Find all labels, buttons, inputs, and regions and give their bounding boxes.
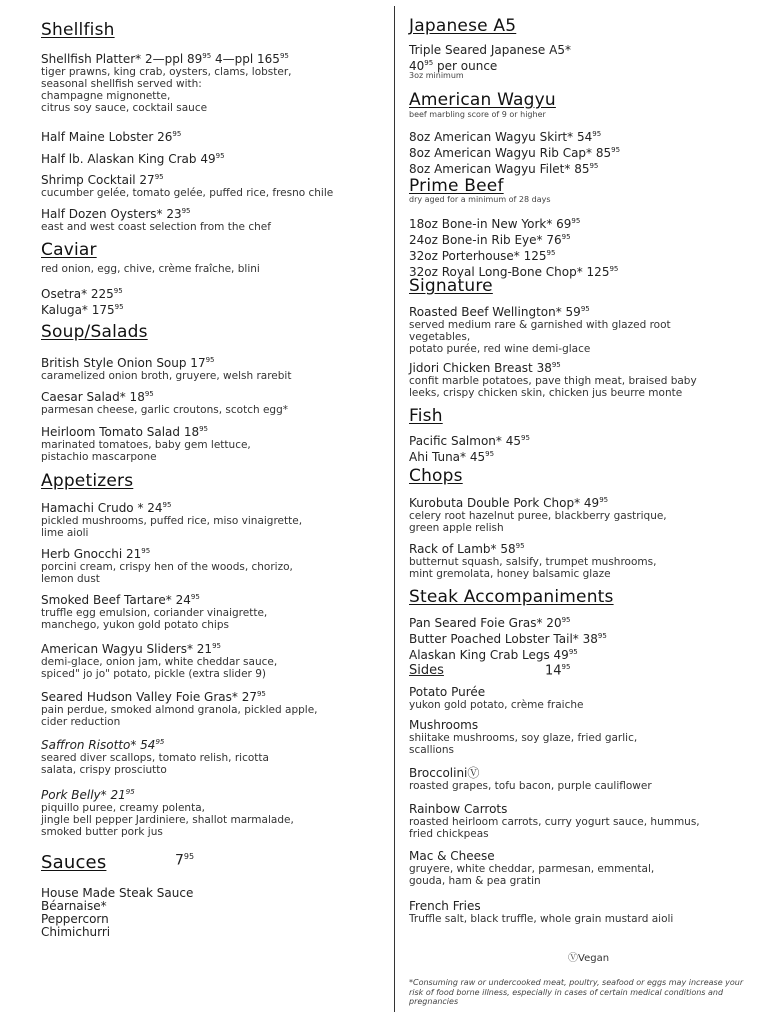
footnote: *Consuming raw or undercooked meat, poultry, seafood or eggs may increase your risk of food borne illness, especially in cases of certain medical conditions and pregnancies [409,978,744,1006]
menu-item-osetra: Osetra* $225^{95}$ Kaluga* $175^{95}$ [41,287,124,317]
list-item: 32oz Royal Long-Bone Chop* $125^{95}$ [409,265,619,279]
side-broccolini: BroccoliniⓋ roasted grapes, tofu bacon, purple cauliflower [409,766,652,792]
list-item: Peppercorn [41,912,109,926]
wagyu-list [409,128,757,176]
section-title-shellfish: Shellfish [41,20,115,40]
list-item: Ahi Tuna* $45^{95}$ [409,450,495,464]
column-divider [394,6,395,1012]
menu-item-beef-wellington: Roasted Beef Wellington* $59^{95}$ served medium rare & garnished with glazed root vegetables, potato purée, red wine demi-glace [409,305,671,355]
menu-item-shellfish-platter: Shellfish Platter* 2—ppl $89^{95}$ 4—ppl $165^{95}$ tiger prawns, king crab, oysters, clams, lobster, seasonal shellfish served with: champagne mignonette, citrus soy sauce, cocktail sauce [41,52,292,114]
vegan-icon: Ⓥ [568,953,578,964]
menu-item-rack-of-lamb: Rack of Lamb* $58^{95}$ butternut squash, salsify, trumpet mushrooms, mint gremolata, honey balsamic glaze [409,542,657,580]
side-rainbow-carrots: Rainbow Carrots roasted heirloom carrots, curry yogurt sauce, hummus, fried chickpeas [409,802,700,840]
fish-list [409,432,757,464]
list-item: Chimichurri [41,925,111,939]
list-item: 8oz American Wagyu Skirt* $54^{95}$ [409,130,602,144]
sauces-price: $7^{95}$ [175,852,195,869]
caviar-description: red onion, egg, chive, crème fraîche, blini [41,263,260,275]
list-item: 8oz American Wagyu Rib Cap* $85^{95}$ [409,146,621,160]
section-title-american-wagyu: American Wagyu [409,90,556,110]
section-title-soup-salads: Soup/Salads [41,322,148,342]
accompaniments-list [409,614,757,662]
list-item: Butter Poached Lobster Tail* $38^{95}$ [409,632,607,646]
menu-item-jidori-chicken: Jidori Chicken Breast $38^{95}$ confit marble potatoes, pave thigh meat, braised baby leeks, crispy chicken skin, chicken jus beurre monte [409,361,697,399]
menu-item-half-dozen-oysters: Half Dozen Oysters* $23^{95}$ east and west coast selection from the chef [41,207,271,233]
sauces-list [41,887,381,939]
side-mac-cheese: Mac & Cheese gruyere, white cheddar, parmesan, emmental, gouda, ham & pea gratin [409,849,655,887]
menu-item-herb-gnocchi: Herb Gnocchi $21^{95}$ porcini cream, crispy hen of the woods, chorizo, lemon dust [41,547,293,585]
list-item: House Made Steak Sauce [41,886,194,900]
list-item: Alaskan King Crab Legs $49^{95}$ [409,648,578,662]
vegan-legend: ⓋVegan [568,953,610,964]
menu-item-japanese-a5: Triple Seared Japanese A5* $40^{95}$ per ounce [409,43,571,73]
list-item: 8oz American Wagyu Filet* $85^{95}$ [409,162,599,176]
menu-item-seared-foie-gras: Seared Hudson Valley Foie Gras* $27^{95}$ pain perdue, smoked almond granola, pickled apple, cider reduction [41,690,318,728]
menu-item-onion-soup: British Style Onion Soup $17^{95}$ caramelized onion broth, gruyere, welsh rarebit [41,356,292,382]
vegan-icon: Ⓥ [467,766,480,780]
section-title-fish: Fish [409,406,443,426]
section-title-signature: Signature [409,276,493,296]
menu-item-alaskan-king-crab: Half lb. Alaskan King Crab $49^{95}$ [41,152,225,166]
menu-item-kurobuta-pork-chop: Kurobuta Double Pork Chop* $49^{95}$ celery root hazelnut puree, blackberry gastrique, green apple relish [409,496,667,534]
side-mushrooms: Mushrooms shiitake mushrooms, soy glaze, fried garlic, scallions [409,718,638,756]
section-title-japanese-a5: Japanese A5 [409,16,517,36]
menu-item-shrimp-cocktail: Shrimp Cocktail $27^{95}$ cucumber gelée, tomato gelée, puffed rice, fresno chile [41,173,334,199]
side-potato-puree: Potato Purée yukon gold potato, crème fraiche [409,685,584,711]
prime-beef-list [409,215,757,279]
menu-item-half-maine-lobster: Half Maine Lobster $26^{95}$ [41,130,182,144]
menu-item-caesar-salad: Caesar Salad* $18^{95}$ parmesan cheese, garlic croutons, scotch egg* [41,390,289,416]
section-title-prime-beef: Prime Beef [409,176,504,196]
section-title-appetizers: Appetizers [41,471,134,491]
wagyu-note: beef marbling score of 9 or higher [409,110,546,119]
menu-item-pork-belly: Pork Belly* $21^{95}$ piquillo puree, creamy polenta, jingle bell pepper Jardiniere, shallot marmalade, smoked butter pork jus [41,788,294,838]
sides-price: $14^{95}$ [545,663,571,679]
menu-item-saffron-risotto: Saffron Risotto* $54^{95}$ seared diver scallops, tomato relish, ricotta salata, crispy prosciutto [41,738,269,776]
section-title-sides: Sides [409,663,444,678]
section-title-steak-accompaniments: Steak Accompaniments [409,587,614,607]
list-item: 24oz Bone-in Rib Eye* $76^{95}$ [409,233,571,247]
list-item: Pacific Salmon* $45^{95}$ [409,434,530,448]
list-item: Pan Seared Foie Gras* $20^{95}$ [409,616,571,630]
section-title-sauces: Sauces [41,852,107,873]
menu-item-smoked-beef-tartare: Smoked Beef Tartare* $24^{95}$ truffle egg emulsion, coriander vinaigrette, manchego, yukon gold potato chips [41,593,268,631]
section-title-chops: Chops [409,466,463,486]
side-french-fries: French Fries Truffle salt, black truffle, whole grain mustard aioli [409,899,674,925]
menu-item-hamachi-crudo: Hamachi Crudo * $24^{95}$ pickled mushrooms, puffed rice, miso vinaigrette, lime aioli [41,501,303,539]
menu-item-heirloom-tomato-salad: Heirloom Tomato Salad $18^{95}$ marinated tomatoes, baby gem lettuce, pistachio mascarpone [41,425,251,463]
a5-minimum-note: 3oz minimum [409,71,464,80]
list-item: Béarnaise* [41,899,107,913]
list-item: 32oz Porterhouse* $125^{95}$ [409,249,556,263]
prime-beef-note: dry aged for a minimum of 28 days [409,195,551,204]
section-title-caviar: Caviar [41,240,97,260]
menu-item-american-wagyu-sliders: American Wagyu Sliders* $21^{95}$ demi-glace, onion jam, white cheddar sauce, spiced" jo jo" potato, pickle (extra slider 9) [41,642,278,680]
list-item: 18oz Bone-in New York* $69^{95}$ [409,217,581,231]
